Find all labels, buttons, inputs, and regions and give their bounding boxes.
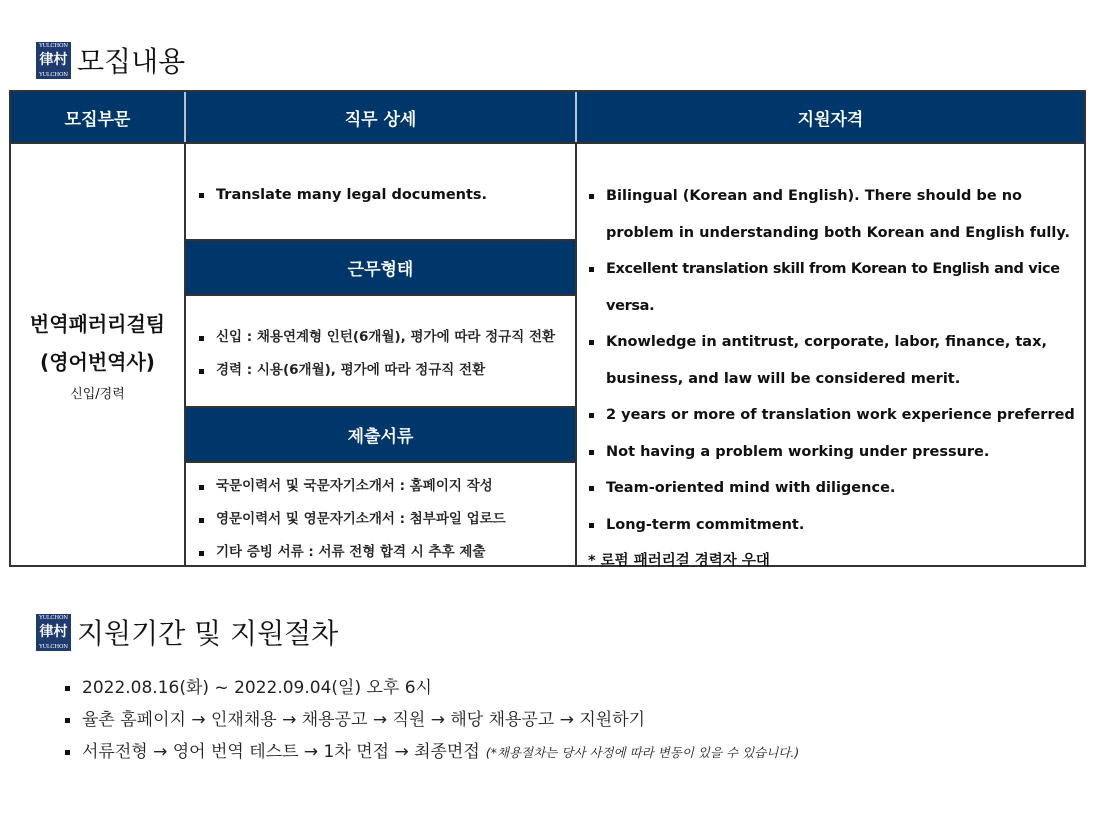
document-item: 영문이력서 및 영문자기소개서 : 첨부파일 업로드 [196, 503, 571, 536]
logo-hanja: 律村 [39, 623, 68, 640]
department-name: 번역패러리걸팀 [29, 312, 166, 336]
work-type-item: 경력 : 시용(6개월), 평가에 따라 정규직 전환 [196, 354, 571, 387]
divider [575, 142, 577, 567]
header-department: 모집부문 [11, 92, 184, 142]
qualification-item: Team-oriented mind with diligence. [586, 470, 1078, 507]
documents-header: 제출서류 [186, 408, 575, 461]
application-period [62, 672, 799, 704]
section-title-application [36, 612, 338, 652]
application-path-text: 율촌 홈페이지 → 인재채용 → 채용공고 → 직원 → 해당 채용공고 → 지원하기 [82, 710, 646, 730]
header-separator [575, 92, 577, 142]
selection-process [62, 736, 799, 769]
section-title-text: 모집내용 [77, 45, 186, 78]
qualification-item: Long-term commitment. [586, 507, 1078, 544]
documents-cell [196, 470, 571, 569]
document-item: 국문이력서 및 국문자기소개서 : 홈페이지 작성 [196, 470, 571, 503]
qualification-item: Knowledge in antitrust, corporate, labor, finance, tax, business, and law will be considered merit. [586, 324, 1078, 397]
work-type-cell [196, 321, 571, 387]
qualification-cell [586, 178, 1078, 579]
work-type-header: 근무형태 [186, 241, 575, 294]
department-type: 신입/경력 [70, 387, 125, 402]
divider [9, 142, 1086, 144]
yulchon-logo-icon [36, 42, 71, 79]
work-type-item: 신입 : 채용연계형 인턴(6개월), 평가에 따라 정규직 전환 [196, 321, 571, 354]
application-list [62, 672, 799, 769]
job-detail-item: Translate many legal documents. [196, 177, 566, 214]
header-qualification: 지원자격 [577, 92, 1084, 142]
section-title-recruitment [36, 40, 185, 80]
logo-hanja: 律村 [39, 51, 68, 68]
application-period-text: 2022.08.16(화) ~ 2022.09.04(일) 오후 6시 [82, 678, 432, 698]
department-role: (영어번역사) [40, 350, 155, 374]
department-cell [11, 305, 184, 402]
logo-top-text: YULCHON [39, 614, 68, 621]
divider [184, 142, 186, 567]
header-job-detail: 직무 상세 [186, 92, 575, 142]
qualification-note: * 로펌 패러리걸 경력자 우대 [588, 553, 770, 569]
logo-bottom-text: YULCHON [39, 71, 68, 78]
section-title-text: 지원기간 및 지원절차 [77, 617, 339, 650]
qualification-item: Excellent translation skill from Korean to English and vice versa. [586, 251, 1078, 324]
divider [186, 461, 575, 463]
selection-process-text: 서류전형 → 영어 번역 테스트 → 1차 면접 → 최종면접 [82, 742, 480, 762]
document-item: 기타 증빙 서류 : 서류 전형 합격 시 추후 제출 [196, 536, 571, 569]
application-path [62, 704, 799, 736]
process-footnote: (*채용절차는 당사 사정에 따라 변동이 있을 수 있습니다.) [485, 745, 800, 760]
job-detail-cell [196, 177, 566, 214]
qualification-item: 2 years or more of translation work experience preferred [586, 397, 1078, 434]
qualification-item: Bilingual (Korean and English). There should be no problem in understanding both Korean and English fully. [586, 178, 1078, 251]
yulchon-logo-icon [36, 614, 71, 651]
logo-bottom-text: YULCHON [39, 643, 68, 650]
header-separator [184, 92, 186, 142]
logo-top-text: YULCHON [39, 42, 68, 49]
qualification-item: Not having a problem working under pressure. [586, 434, 1078, 471]
divider [186, 294, 575, 296]
